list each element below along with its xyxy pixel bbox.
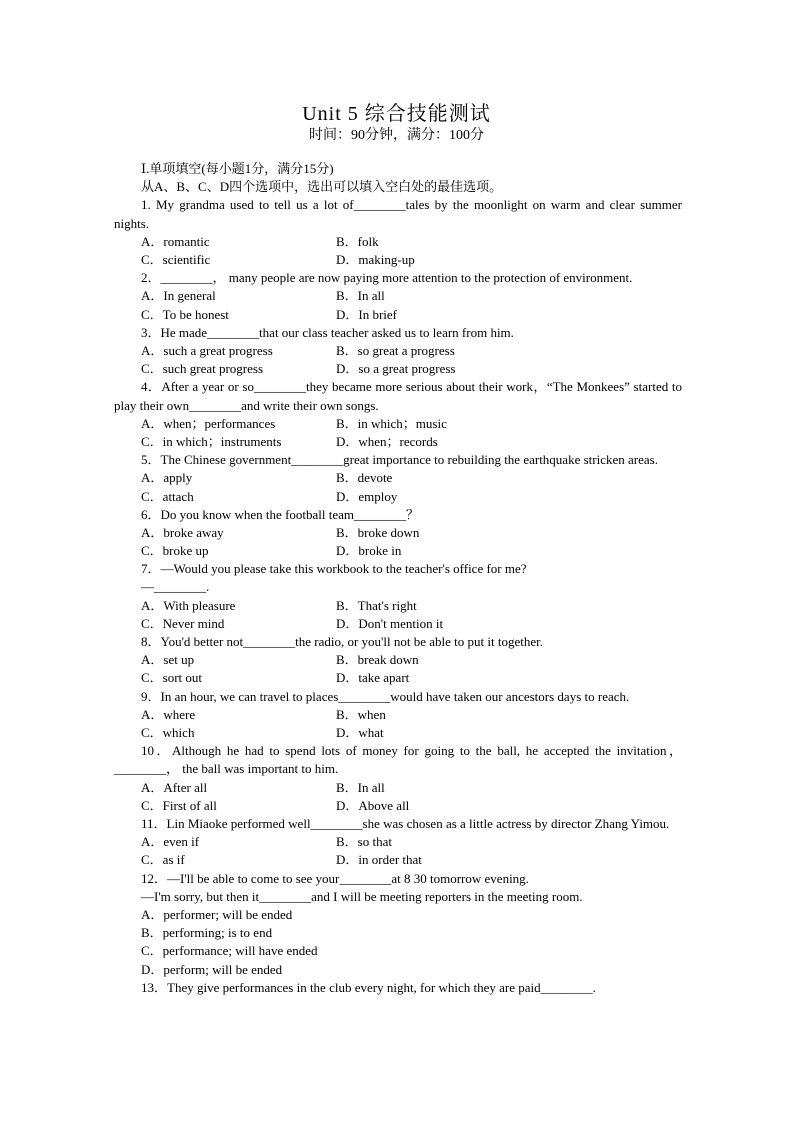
option-b: B．In all	[336, 779, 385, 795]
option-row	[114, 233, 682, 251]
option-d: D．perform; will be ended	[141, 961, 283, 977]
option-d: D．in order that	[336, 852, 422, 868]
option-b: B．performing; is to end	[141, 925, 273, 941]
option-row	[114, 524, 682, 542]
option-b: B．folk	[336, 233, 379, 249]
option-row	[114, 469, 682, 487]
option-c: C．sort out	[141, 670, 203, 686]
option-row	[114, 797, 682, 815]
option-c: C．Never mind	[141, 615, 225, 631]
option-row	[114, 597, 682, 615]
option-row	[114, 360, 682, 378]
option-a: A．where	[141, 706, 196, 722]
page-title: Unit 5 综合技能测试	[302, 103, 491, 125]
option-c: C．which	[141, 725, 195, 741]
question-stem: 11．Lin Miaoke performed well________she was chosen as a little actress by director Zhang Yimou.	[141, 816, 670, 831]
question-stem: 6．Do you know when the football team________？	[141, 506, 420, 522]
option-row	[114, 488, 682, 506]
option-b: B．broke down	[336, 524, 420, 540]
question-stem: 2．________， many people are now paying more attention to the protection of environment.	[141, 270, 633, 286]
option-d: D．In brief	[336, 306, 398, 322]
option-d: D．employ	[336, 488, 398, 504]
question-stem: 8．You'd better not________the radio, or you'll not be able to put it together.	[141, 634, 543, 650]
option-row	[114, 833, 682, 851]
option-b: B．when	[336, 706, 386, 722]
question-stem: 1. My grandma used to tell us a lot of________tales by the moonlight on warm and clear summer nights.	[114, 197, 682, 231]
option-b: B．In all	[336, 288, 385, 304]
option-a: A．apply	[141, 470, 193, 486]
option-c: C．First of all	[141, 797, 217, 813]
option-c: C．scientific	[141, 252, 211, 267]
option-a: A．In general	[141, 288, 216, 304]
option-c: C．in which；instruments	[141, 433, 282, 449]
option-c: C．as if	[141, 852, 185, 868]
option-c: C．attach	[141, 488, 194, 504]
option-a: A．romantic	[141, 233, 210, 249]
option-a: A．performer; will be ended	[141, 906, 293, 922]
option-d: D．what	[336, 725, 384, 741]
option-d: D．broke in	[336, 543, 402, 559]
option-b: B．in which；music	[336, 415, 447, 431]
option-row	[114, 615, 682, 633]
option-a: A．such a great progress	[141, 342, 273, 358]
option-row	[114, 251, 682, 269]
option-a: A．even if	[141, 834, 200, 850]
option-c: C．performance; will have ended	[141, 943, 318, 959]
option-c: C．such great progress	[141, 361, 264, 377]
question-stem: 7．—Would you please take this workbook to the teacher's office for me?	[141, 561, 527, 577]
option-row	[114, 415, 682, 433]
option-row	[114, 306, 682, 324]
section-heading: Ⅰ.单项填空(每小题1分，满分15分)	[141, 161, 334, 176]
question-stem: 4．After a year or so________they became more serious about their work，“The Monkees” started to play their own________and write their own songs.	[114, 379, 682, 413]
question-stem: 3．He made________that our class teacher asked us to learn from him.	[141, 324, 514, 340]
option-b: B．That's right	[336, 597, 417, 613]
option-c: C．To be honest	[141, 306, 229, 322]
option-b: B．devote	[336, 470, 393, 486]
section-instruction: 从A、B、C、D四个选项中，选出可以填入空白处的最佳选项。	[141, 179, 503, 195]
option-a: A．set up	[141, 652, 195, 668]
option-c: C．broke up	[141, 543, 209, 559]
option-d: D．so a great progress	[336, 361, 456, 377]
option-a: A．broke away	[141, 524, 224, 540]
option-d: D．when；records	[336, 433, 438, 449]
option-a: A．when；performances	[141, 415, 276, 431]
option-d: D．making-up	[336, 252, 415, 267]
option-b: B．so that	[336, 834, 392, 850]
option-row	[114, 669, 682, 687]
option-row	[114, 851, 682, 869]
option-b: B．break down	[336, 652, 419, 668]
option-row	[114, 542, 682, 560]
question-response: —I'm sorry, but then it________and I will be meeting reporters in the meeting room.	[141, 888, 583, 904]
option-row	[114, 651, 682, 669]
question-stem: 5．The Chinese government________great importance to rebuilding the earthquake stricken areas.	[141, 452, 658, 468]
question-stem: 10．Although he had to spend lots of money for going to the ball, he accepted the invitation，________， the ball was important to him.	[114, 743, 682, 777]
option-d: D．Don't mention it	[336, 615, 444, 631]
option-row	[114, 724, 682, 742]
question-content	[114, 160, 682, 997]
question-response: —________.	[141, 579, 210, 595]
option-a: A．With pleasure	[141, 597, 236, 613]
option-b: B．so great a progress	[336, 342, 455, 358]
option-row	[114, 287, 682, 305]
option-d: D．take apart	[336, 670, 410, 686]
option-a: A．After all	[141, 779, 208, 795]
option-row	[114, 706, 682, 724]
question-stem: 13．They give performances in the club every night, for which they are paid________.	[141, 979, 596, 995]
option-d: D．Above all	[336, 797, 410, 813]
option-row	[114, 342, 682, 360]
question-stem: 9．In an hour, we can travel to places________would have taken our ancestors days to reach.	[141, 688, 630, 704]
option-row	[114, 779, 682, 797]
question-stem: 12．—I'll be able to come to see your________at 8 30 tomorrow evening.	[141, 870, 529, 886]
page-subtitle: 时间：90分钟，满分：100分	[309, 128, 484, 143]
option-row	[114, 433, 682, 451]
